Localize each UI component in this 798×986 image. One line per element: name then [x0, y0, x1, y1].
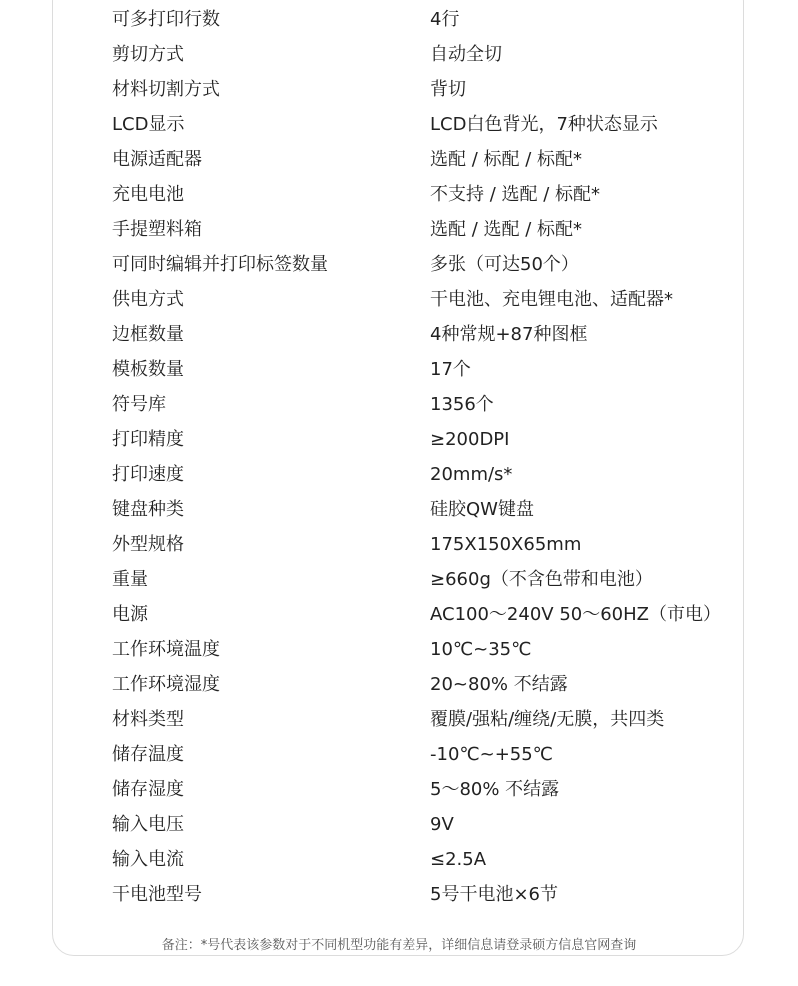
- spec-row-material-cut: [112, 72, 732, 107]
- spec-label: 手提塑料箱: [112, 219, 202, 240]
- spec-value: 17个: [430, 359, 471, 380]
- spec-row-symbols: [112, 387, 732, 422]
- spec-label: 键盘种类: [112, 499, 184, 520]
- footnote: 备注：*号代表该参数对于不同机型功能有差异，详细信息请登录硕方信息官网查询: [161, 938, 637, 953]
- spec-value: 4种常规+87种图框: [430, 324, 588, 345]
- spec-row-print-lines: [112, 2, 732, 37]
- spec-value: 选配 / 标配 / 标配*: [430, 149, 583, 170]
- spec-value: ≥660g（不含色带和电池）: [430, 569, 653, 590]
- spec-label: 符号库: [112, 394, 166, 415]
- spec-row-dimensions: [112, 527, 732, 562]
- spec-label: 工作环境温度: [112, 639, 220, 660]
- spec-label: LCD显示: [112, 114, 185, 135]
- spec-value: 175X150X65mm: [430, 534, 582, 555]
- spec-label: 输入电压: [112, 814, 184, 835]
- spec-label: 外型规格: [112, 534, 184, 555]
- spec-value: 5～80% 不结露: [430, 779, 560, 800]
- spec-value: LCD白色背光，7种状态显示: [430, 114, 658, 135]
- spec-value: 自动全切: [430, 44, 502, 65]
- spec-value: 20mm/s*: [430, 464, 513, 485]
- spec-label: 材料类型: [112, 709, 184, 730]
- spec-value: 干电池、充电锂电池、适配器*: [430, 289, 673, 310]
- spec-value: 背切: [430, 79, 466, 100]
- spec-label: 材料切割方式: [112, 79, 220, 100]
- spec-label: 边框数量: [112, 324, 184, 345]
- spec-value: AC100～240V 50～60HZ（市电）: [430, 604, 721, 625]
- spec-row-keyboard: [112, 492, 732, 527]
- spec-row-power-supply: [112, 282, 732, 317]
- spec-row-frames: [112, 317, 732, 352]
- spec-row-cut-mode: [112, 37, 732, 72]
- spec-label: 工作环境湿度: [112, 674, 220, 695]
- spec-row-operating-humidity: [112, 667, 732, 702]
- spec-row-label-count: [112, 247, 732, 282]
- spec-label: 剪切方式: [112, 44, 184, 65]
- spec-value: -10℃~+55℃: [430, 744, 553, 765]
- spec-row-print-resolution: [112, 422, 732, 457]
- spec-value: 10℃~35℃: [430, 639, 532, 660]
- spec-value: 选配 / 选配 / 标配*: [430, 219, 583, 240]
- spec-row-storage-temperature: [112, 737, 732, 772]
- spec-row-rechargeable-battery: [112, 177, 732, 212]
- spec-row-power: [112, 597, 732, 632]
- spec-label: 供电方式: [112, 289, 184, 310]
- spec-row-templates: [112, 352, 732, 387]
- spec-label: 储存湿度: [112, 779, 184, 800]
- spec-row-weight: [112, 562, 732, 597]
- spec-value: 5号干电池×6节: [430, 884, 558, 905]
- spec-row-lcd: [112, 107, 732, 142]
- spec-row-input-current: [112, 842, 732, 877]
- spec-label: 干电池型号: [112, 884, 202, 905]
- spec-value: 覆膜/强粘/缠绕/无膜，共四类: [430, 709, 665, 730]
- spec-row-power-adapter: [112, 142, 732, 177]
- spec-value: 不支持 / 选配 / 标配*: [430, 184, 601, 205]
- spec-row-carry-case: [112, 212, 732, 247]
- spec-table: [112, 2, 732, 912]
- spec-value: ≥200DPI: [430, 429, 510, 450]
- spec-row-operating-temperature: [112, 632, 732, 667]
- spec-label: 打印速度: [112, 464, 184, 485]
- spec-label: 输入电流: [112, 849, 184, 870]
- spec-value: 硅胶QW键盘: [430, 499, 534, 520]
- spec-label: 可多打印行数: [112, 9, 220, 30]
- spec-value: 20~80% 不结露: [430, 674, 568, 695]
- spec-value: 多张（可达50个）: [430, 254, 579, 275]
- spec-value: 1356个: [430, 394, 494, 415]
- spec-label: 打印精度: [112, 429, 184, 450]
- spec-row-print-speed: [112, 457, 732, 492]
- spec-row-input-voltage: [112, 807, 732, 842]
- spec-label: 模板数量: [112, 359, 184, 380]
- spec-label: 储存温度: [112, 744, 184, 765]
- spec-row-storage-humidity: [112, 772, 732, 807]
- spec-label: 电源: [112, 604, 148, 625]
- spec-value: ≤2.5A: [430, 849, 487, 870]
- spec-value: 9V: [430, 814, 454, 835]
- spec-label: 充电电池: [112, 184, 184, 205]
- spec-row-material-types: [112, 702, 732, 737]
- spec-row-battery-type: [112, 877, 732, 912]
- spec-label: 电源适配器: [112, 149, 202, 170]
- spec-value: 4行: [430, 9, 460, 30]
- spec-label: 可同时编辑并打印标签数量: [112, 254, 328, 275]
- spec-label: 重量: [112, 569, 148, 590]
